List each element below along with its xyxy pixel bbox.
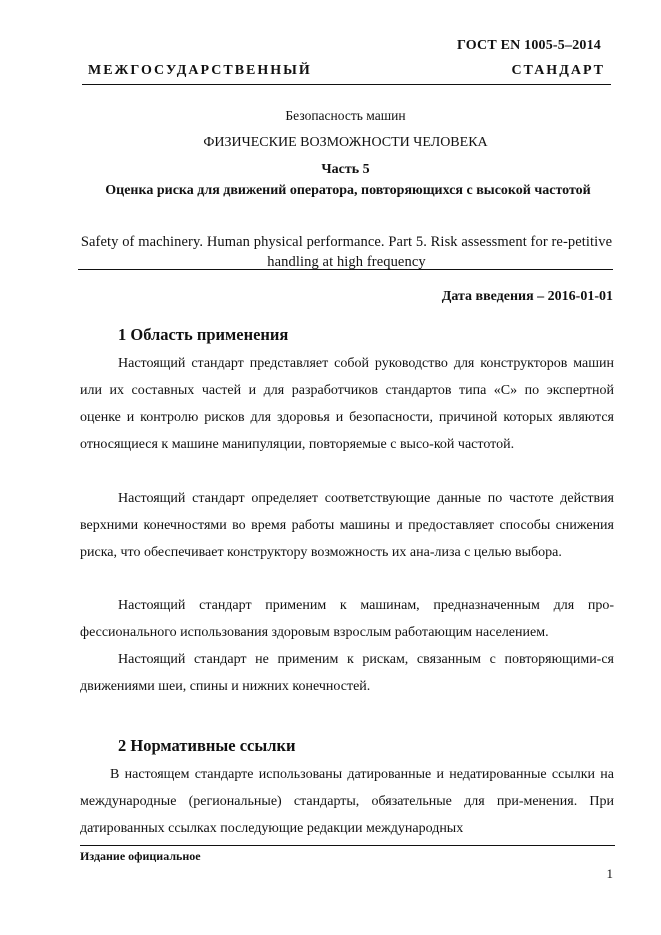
document-subtitle: Оценка риска для движений оператора, повторяющихся с высокой частотой [105,183,591,198]
document-title: ФИЗИЧЕСКИЕ ВОЗМОЖНОСТИ ЧЕЛОВЕКА [203,135,488,150]
section-2-title: 2 Нормативные ссылки [118,736,296,755]
safety-heading: Безопасность машин [285,108,406,123]
section-1-title: 1 Область применения [118,325,289,344]
title-divider [78,269,613,270]
section-2-paragraph: В настоящем стандарте использованы датированные и недатированные ссылки на международные (региональные) стандарты, обязательные для при-менения. При датированных ссылках последующие редакции международных [80,767,614,836]
section-1-paragraph: Настоящий стандарт не применим к рискам, связанным с повторяющими-ся движениями шеи, спины и нижних конечностей. [80,652,614,694]
page-number: 1 [606,866,613,881]
english-title: Safety of machinery. Human physical performance. Part 5. Risk assessment for re-petitive handling at high frequency [80,234,613,270]
official-edition-note: Издание официальное [80,849,201,863]
interstate-standard-heading: МЕЖГОСУДАРСТВЕННЫЙ СТАНДАРТ [88,63,605,78]
section-1-paragraph: Настоящий стандарт применим к машинам, предназначенным для про-фессионального использования здоровым взрослым работающим населением. [80,598,614,640]
header-divider [82,84,611,85]
footer-divider [80,845,615,846]
part-label: Часть 5 [321,162,370,177]
section-1-paragraph: Настоящий стандарт представляет собой руководство для конструкторов машин или их составных частей и для разработчиков стандартов типа «С» по экспертной оценке и контролю рисков для здоровья и безопасности, причиной которых являются относящиеся к машине манипуляции, повторяемые с высо-кой частотой. [80,356,614,452]
introduction-date: Дата введения – 2016-01-01 [441,289,613,304]
section-1-paragraph: Настоящий стандарт определяет соответствующие данные по частоте действия верхними конечностями во время работы машины и предоставляет способы снижения риска, что обеспечивает конструктору возможность их ана-лиза с целью выбора. [80,491,614,560]
document-code: ГОСТ EN 1005-5–2014 [457,38,601,53]
